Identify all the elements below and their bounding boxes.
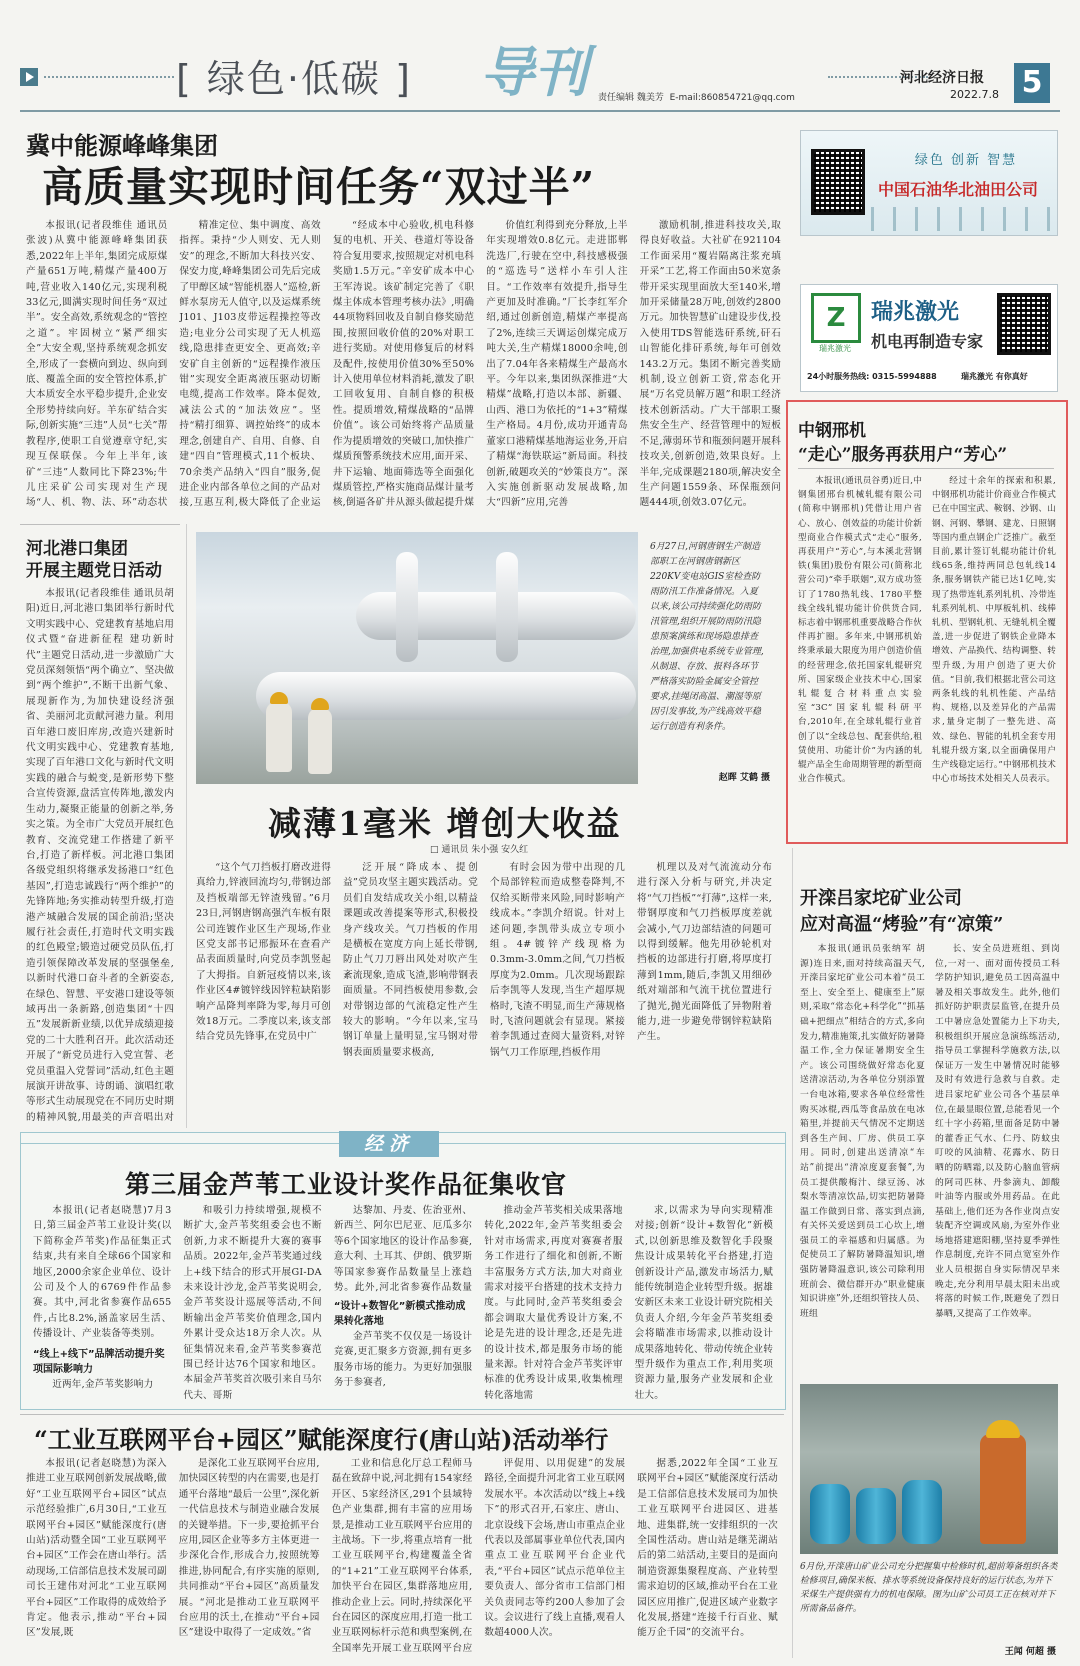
thin-byline: □ 通讯员 朱小强 安久红 [430,845,529,855]
internet-body [26,1456,778,1656]
page-number: 5 [1014,63,1050,103]
lead-col-1: 本报讯(记者段维佳 通讯员张波)从冀中能源峰峰集团获悉,2022年上半年,集团完成原煤产量651万吨,精煤产量400万吨,营业收入140亿元,实现利税33亿元,圆满实现时间任务“双过半”。安全高效,系统观念的“管控之道”。牢固树立“紧严细实全”大安全观,坚持系统观念抓安全,形成了一套横向到边、纵向到底、覆盖全面的安全管控体系,扩大本质安全水平稳步提升,企业安全形势持续向好。羊东矿结合实际,创新实施“三违”人员“七关”帮教程序,使职工自觉遵章守纪,实现互保联保。今年上半年,该矿“三违”人数同比下降23%;牛儿庄采矿公司实现对生产现场“人、机、物、法、环”动态状 [26,220,168,509]
masthead-dotted-line [44,76,174,78]
steel-col-2: 经过十余年的探索和积累,中钢邢机功能计价商业合作模式已在中国宝武、鞍钢、沙钢、山钢、河钢、攀钢、建龙、日照钢等国内重点钢企广泛推广。截至目前,累计签订轧辊功能计价轧线65条,维持两同总包轧线14条,服务钢铁产能已达1亿吨,实现了热带连轧系列轧机、冷带连轧系列轧机、中厚板轧机、线棒轧机、型钢轧机、无缝轧机全覆盖,进一步促进了钢铁企业降本增效、产品换代、结构调整、转型升级,为用户创造了更大价值。“目前,我们根据北营公司这两条轧线的轧机性能、产品结构、规格,以及差异化的产品需求,量身定制了一整先进、高效、绿色、智能的轧机全套专用轧辊升级方案,以全面确保用户生产线稳定运行。”中钢邢机技术中心市场技术处相关人员表示。 [932,476,1056,785]
section-title: [ 绿色·低碳 ] [176,57,412,101]
ad-ruizhao-laser [800,284,1058,392]
ruizhao-logo-caption: 瑞兆激光 [819,344,851,353]
port-body: 本报讯(记者段维佳 通讯员胡阳)近日,河北港口集团举行新时代文明实践中心、党建教育基地启用仪式暨“奋进新征程 建功新时代”主题党日活动,进一步激励广大党员深刻领悟“两个确立”、坚决做到“两个维护”,不断干出新气象、展现新作为,为加快建设经济强省、美丽河北贡献河港力量。利用百年港口废旧库房,改造兴建新时代文明实践中心、党建教育基地,实现了百年港口文化与新时代文明实践的融合与蜕变,是新形势下整合宣传资源,盘活宣传阵地,激发内生动力,凝聚正能量的创新之举,务实之策。为全市广大党员开展红色教育、交流党建工作搭建了新平台,打造了新样板。河北港口集团各级党组织将继承发扬港口“红色基因”,打造忠诚践行“两个维护”的先锋阵地;务实推动转型升级,打造港产城融合发展的国企前沿;坚决履行社会责任,打造时代文明实践的红色殿堂;锻造过硬党员队伍,打造引领保障改革发展的坚强堡垒,以新时代港口奋斗者的全新姿态,在绿色、智慧、平安港口建设等领域再出一条新路,创造集团“十四五”发展新新业绩,以优异成绩迎接党的二十大胜利召开。此次活动还开展了“新党员进行入党宣誓、老党员重温入党誓词”活动,红色主题展演开讲故事、诗朗诵、演唱红歌等形式生动展现党在不同历史时期的精神风貌,用最美的声音唱出对 [26,588,174,1123]
internet-top-rule [20,1414,784,1415]
hardhat-icon [311,698,329,710]
lead-col-4: 价值红利得到充分释放,上半年实现增效0.8亿元。走进邯郸洗选厂,行驶在空中,科技感极强的“巡选号”送样小车引人注目。“工作效率有效提升,指导生产更加及时准确。”厂长李红军介绍,通过创新创造,精煤产率提高了2%,连续三天调运创煤完成万吨大关,生产精煤18000余吨,创出了7.04年各来精煤生产最高水平。今年以来,集团纵深推进“大精煤”战略,打造以本部、新疆、山西、港口为依托的“1+3”精煤生产格局。4月份,成功开通青岛董家口港精煤基地海运业务,开启了精煤“海铁联运”新局面。科技创新,破题攻关的“妙策良方”。深入实施创新驱动发展战略,加大“四新”应用,完善 [486,220,628,509]
worker-figure [980,1434,1026,1544]
lead-col-5: 激励机制,推进科技攻关,取得良好收益。大社矿在921104工作面采用“覆岩隔离注浆充填开采”工艺,将工作面由50米宽条带开采实现里面放大至140米,增加开采储量28万吨,创效约2800万元。加快智慧矿山建设步伐,投入使用TDS智能选矸系统,矸石山智能化排矸系统,每年可创效143.2万元。集团不断完善奖励机制,设立创新工资,常态化开展“万名党员解万题”和职工经济技术创新活动。广大干部职工聚焦安全生产、经营管理中的短板不足,薄弱环节和瓶颈问题开展科技攻关,创新创造,效果良好。上半年,完成课题2180项,解决安全生产问题1559条、环保瓶颈问题444项,创效3.07亿元。 [639,220,782,509]
thin-body [196,860,772,1084]
laser-tagline: 瑞兆激光 有你真好 [961,372,1028,381]
logo-script: 导刊 [480,40,588,104]
steel-headline-1: 中钢邢机 [798,421,866,441]
economy-col-3: 达黎加、丹麦、佐治亚州、新西兰、阿尔巴尼亚、厄瓜多尔等6个国家地区的设计作品参赛,意大利、土耳其、伊朗、俄罗斯等国家参赛作品数量呈上涨趋势。此外,河北省参赛作品数量 “设计+数智化”新模式推动成果转化落地 金芦苇奖不仅仅是一场设计竞赛,更汇聚多方资源,拥有更多服务市场的能力。为更好加强服务于参赛者, [333,1205,473,1389]
hardhat-icon [986,1420,1020,1438]
steel-col-1: 本报讯(通讯员谷勇)近日,中钢集团邢台机械轧辊有限公司(简称中钢邢机)凭借让用户省心、放心、创效益的功能计价新型商业合作模式式“走心”服务,再获用户“芳心”,与本溪北营钢铁(集团)股份有限公司(简称北营公司)“牵手联姻”,双方成功签订了1780热轧线、1780平整线全线轧辊功能计价供货合同,标志着中钢邢机重要战略合作伙伴再扩圈。多年来,中钢邢机始终秉承最大限度为用户创造价值的经营理念,依托国家轧辊研究所、国家级企业技术中心,国家轧辊复合材料重点实验室“3C”国家轧辊科研平台,2010年,在全球轧辊行业首创了以“全线总包、配套供给,租赁使用、功能计价”为内涵的轧辊产品全生命周期管理的新型商业合作模式。 [798,476,922,785]
port-top-rule [20,524,180,525]
kailuan-body [800,942,1060,1384]
lead-kicker: 冀中能源峰峰集团 [26,131,218,160]
steel-body [798,474,1056,834]
oil-pumpjack-icon [871,207,1051,231]
internet-col-3: 工业和信息化厅总工程师马磊在致辞中说,河北拥有154家经开区、5家经济区,291个县域特色产业集群,拥有丰富的应用场景,是推动工业互联网平台应用的主战场。下一步,将重点培育一批工业互联网平台,构建覆盖全省的“1+21”工业互联网平台体系,加快平台在园区,集群落地应用,推动企业上云。同时,持续深化平台在园区的深度应用,打造一批工业互联网标杆示范和典型案例,在全国率先开展工业互联网平台应 [331,1458,473,1654]
port-headline-2: 开展主题党日活动 [26,561,162,581]
thin-headline: 减薄1毫米 增创大收益 [268,804,622,843]
masthead [0,0,1080,118]
photo1-caption: 6月27日,河钢唐钢生产制造部职工在河钢唐钢新区220KV变电站GIS室检查防雨防汛工作准备情况。入夏以来,该公司持续强化防雨防汛管理,组织开展防雨防汛隐患预案演练和现场隐患排查治理,加强供电系统专业管理,从制退、存放、报料各环节严格落实防险金属安全管控要求,挂绳闭高温、潮湿等原因引发事故,为产线高效平稳运行创造有利条件。 [650,542,764,732]
port-headline-1: 河北港口集团 [26,539,128,559]
thin-col-1: “这个气刀挡板打磨改进得真给力,锌液回流均匀,带钢边部及挡板端部无锌渣残留。”6月23日,河钢唐钢高强汽车板有限公司连镀作业区生产现场,作业区党支部书记邢振环在查看产品表面质量时,向党员李凯竖起了大拇指。自新冠疫情以来,该作业区4#镀锌线因锌粒缺陷影响产品降判率降为零,每月可创效18万元。二季度以来,该支部结合党员先锋事,在党员中广 [196,862,331,1043]
worker-figure [308,708,332,774]
substation-photo [196,532,638,784]
divider [792,848,793,1658]
oil-ad-name: 中国石油华北油田公司 [877,180,1038,199]
economy-col-4: 推动金芦苇奖相关成果落地转化,2022年,金芦苇奖组委会针对市场需求,再度对赛赛者服务工作进行了细化和创新,不断丰富服务方式方法,加大对商业需求对接平台搭建的技术支持力度。与此同时,金芦苇奖组委会都会调取大量优秀设计方案,不论是先进的设计理念,还是先进的设计技术,都是服务市场的能量来源。针对符合金芦苇奖评审标准的优秀设计成果,收集梳理转化落地需 [484,1205,623,1401]
lead-col-3: “经成本中心验收,机电科修复的电机、开关、巷道灯等设备符合复用要求,按照规定对机电科奖励1.5万元。”辛安矿成本中心王军涛说。该矿制定完善了《职煤主体成本管理考核办法》,明确44项物料回收及自制自修奖励范围,按照回收价值的20%对职工进行奖励。对使用修复后的材料及配件,按使用价值30%至50%计入使用单位材料消耗,激发了职工回收复用、自制自修的积极性。提质增效,精煤战略的“品牌价值”。该公司始终将产品质量作为提质增效的突破口,加快推广煤质预警系统技术应用,面开采、井下运输、地面筛选等全面强化煤质管控,严格实施商品煤计量考核,倒逼各矿井从源头做起提升煤 [332,220,475,509]
lead-body [26,218,781,512]
economy-sub-1: “线上+线下”品牌活动提升奖项国际影响力 [33,1349,165,1375]
issue-date: 2022.7.8 [950,88,999,101]
steel-headline-2: “走心”服务再获用户“芳心” [798,445,1008,465]
lead-col-2: 精准定位、集中调度、高效指挥。秉持“少人则安、无人则安”的理念,不断加大科技兴安、保安力度,峰峰集团公司先后完成了甲醇区域“智能机器人”巡检,新鲜水泵房无人值守,以及运煤系统J101、J103皮带远程操控等改造;电业分公司实现了无人机巡线,隐患排查更安全、更高效;辛安矿自主创新的“远程操作液压钳”实现安全距离液压驱动切断电缆,提高工作效率。降本促效,减法公式的“加法效应”。坚持“精打细算、调控始终”的成本理念,创建自产、自用、自修、自建“四自”管理模式,11个板块、70余类产品纳入“四自”服务,促进企业内部各单位之间的产品对接,互惠互利,极大降低了企业运 [179,220,321,509]
economy-col-2: 和吸引力持续增强,规模不断扩大,金芦苇奖组委会也不断创新,力求不断提升大赛的赛事品质。2022年,金芦苇奖通过线上+线下结合的形式开展GI-DA未来设计沙龙,金芦苇奖说明会,金芦苇奖设计巡展等活动,不间断输出金芦苇奖价值理念,国内外累计受众达18万余人次。从征集情况来看,金芦苇奖参赛范围已经计达76个国家和地区。本届金芦苇奖首次吸引来自马尔代夫、哥斯 [183,1205,322,1401]
economy-sub-2: “设计+数智化”新模式推动成果转化落地 [333,1301,466,1327]
play-icon [20,68,38,86]
internet-col-4: 评促用、以用促建”的发展路径,全面提升河北省工业互联网发展水平。本次活动以“线上+线下”的形式召开,石家庄、唐山、北京设线下会场,唐山市重点企业代表以及部属事业单位代表,国内重点工业互联网平台企业代表,“平台+园区”试点示范单位主要负责人、部分省市工信部门相关负责同志等约200人参加了会议。会议进行了线上直播,观看人数超4000人次。 [484,1458,626,1639]
steel-rule [798,468,1054,469]
worker-figure [266,702,292,772]
repair-parts-photo [800,1384,1058,1554]
laser-slogan: 机电再制造专家 [871,332,984,351]
ruizhao-logo-icon: Z [811,293,861,343]
economy-section [20,1132,786,1410]
laser-qr-code-icon [997,293,1051,355]
thin-col-2: 泛开展“降成本、提创益”党员攻坚主题实践活动。党员们自发结成攻关小组,以精益课题或改善提案等形式,积极投身产线攻关。气刀挡板的作用是横板在宽度方向上延长带钢,防止气刀刀唇出风处对吹产生紊流现象,造成飞渣,影响带钢表面质量。不同挡板使用参数,会对带钢边部的气流稳定性产生较大的影响。“今年以来,宝马钢订单量上量明显,宝马钢对带钢表面质量要求极高, [343,862,478,1058]
oil-ad-slogan: 绿色 创新 智慧 [914,153,1018,168]
photo2-caption: 6月份,开滦唐山矿业公司充分把握集中检修时机,超前筹备组织各类检修项目,确保米板、排水等系统设备保持良好的运行状态,为并下采煤生产提供强有力的机电保障。图为山矿公司员工正在核对并下所需备品备件。 [800,1562,1058,1614]
ad-huabei-oilfield [800,130,1058,236]
photo2-credit: 王闻 何超 摄 [1004,1647,1056,1657]
qr-code-icon [811,149,865,215]
lead-headline: 高质量实现时间任务“双过半” [42,163,596,211]
economy-col-1: 本报讯(记者赵晓慧)7月3日,第三届金芦苇工业设计奖(以下简称金芦苇奖)作品征集正式结束,共有来自全球66个国家和地区,2000余家企业单位、设计公司及个人的6769件作品参赛。其中,河北省参赛作品655件,占比8.2%,涵盖家居生活、传播设计、产业装备等类别。 “线上+线下”品牌活动提升奖项国际影响力 近两年,金芦苇奖影响力 [33,1205,172,1390]
photo1-credit: 赵晖 艾鹤 摄 [718,773,770,783]
thin-col-3: 有时会因为带中出现的几个局部锌粒而造成整卷降判,不仅给买断带来风险,同时影响产线成本。”李凯介绍说。针对上述问题,李凯带头成立专项小组。4#镀锌产线现格为0.3mm-3.0mm之间,气刀挡板厚度为2.0mm。几次现场跟踪后李凯等人发现,当生产超厚规格时,飞渣不明显,而生产薄规格时,飞渣问题就会有显现。紧接着李凯通过查阅大量资料,对锌锅气刀工作原理,挡板作用 [490,862,625,1058]
hardhat-icon [270,692,288,704]
kailuan-headline-1: 开滦吕家坨矿业公司 [800,888,962,909]
internet-headline: “工业互联网平台+园区”赋能深度行(唐山站)活动举行 [34,1425,609,1454]
thin-col-4: 机理以及对气流流动分布进行深入分析与研究,并决定将“气刀挡板”“打薄”,这样一来,带钢厚度和气刀挡板厚度差就会减小,气刀边部结渣的问题可以得到缓解。他先用砂轮机对挡板的边部进行打磨,将厚度打薄到1mm,随后,李凯又用细砂纸对端部和气流干扰位置进行了抛光,抛光面降低了异物附着能力,进一步避免带钢锌粒缺陷产生。 [637,862,772,1043]
divider [186,524,187,1128]
masthead-rule [20,110,1060,112]
internet-col-2: 是深化工业互联网平台应用,加快园区转型的内在需要,也是打通平台落地“最后一公里”,深化新一代信息技术与制造业融合发展的关键举措。下一步,要抢抓平台应用,园区企业等多方主体更进一步深化合作,形成合力,按照统筹推进,协同配合,有序实施的原则,共同推动“平台+园区”高质量发展。“河北是推动工业互联网平台应用的沃土,在推动“平台+园区”建设中取得了一定成效。”省 [178,1458,320,1639]
laser-brand: 瑞兆激光 [871,299,960,325]
economy-headline: 第三届金芦苇工业设计奖作品征集收官 [125,1170,568,1199]
kailuan-col-2: 长、安全员进班组、到岗位,一对一、面对面传授员工科学防护知识,避免员工因高温中暑及相关事故发生。此外,他们抓好防护职责层监管,在提升员工中暑应急处置能力上下功夫,积极组织开展应急演练练活动,指导员工掌握科学施救方法,以保证万一发生中暑情况时能够及时有效进行急救与自救。走进吕家坨矿业公司各个基层单位,在最显眼位置,总能看见一个红十字小药箱,里面备足防中暑的藿香正气水、仁丹、防蚊虫叮咬的风油精、花露水、防日晒的防晒霜,以及防心脑血管病的阿司匹林、丹参滴丸、卸酸叶油等内服或外用药品。在此基础上,他们还为各作业岗点安装配齐空调或风扇,为室外作业场地搭建遮阳棚,坚持夏季弹性作息制度,充许不同点宽室外作业人员根据自身实际情况早来晚走,充分利用早晨太阳未出或将落的时候工作,既避免了烈日暴晒,又提高了工作效率。 [935,944,1060,1319]
steel-box [786,400,1068,844]
internet-col-1: 本报讯(记者赵晓慧)为深入推进工业互联网创新发展战略,做好“工业互联网平台+园区”试点示范经验推广,6月30日,“工业互联网平台+园区”赋能深度行(唐山站)活动暨全国“工业互联网平台+园区”工作会在唐山举行。活动现场,工信部信息技术发展司副司长王建伟对河北“工业互联网平台+园区”工作取得的成效给予肯定。他表示,推动“平台+园区”发展,既 [26,1458,167,1639]
kailuan-headline-2: 应对高温“烤验”有“凉策” [800,914,1004,935]
internet-col-5: 据悉,2022年全国“工业互联网平台+园区”赋能深度行活动是工信部信息技术发展司为加快工业互联网平台进园区、进基地、进集群,统一安排组织的一次全国性活动。唐山站是继芜湖站后的第二站活动,主要目的是面向制造资源集聚程度高、产业转型需求迫切的区域,推动平台在工业园区应用推广,促进区域产业数字化发展,搭建“连接千行百业、赋能万企千园”的交流平台。 [637,1458,778,1639]
laser-hotline: 24小时服务热线: 0315-5994888 [807,372,937,381]
economy-body [33,1203,773,1403]
editor-line: 责任编辑 魏美芳 E-mail:860854721@qq.com [598,93,795,103]
paper-name: 河北经济日报 [900,70,984,86]
economy-banner: 经济 [339,1131,439,1157]
kailuan-col-1: 本报讯(通讯员张纳军 胡源)连日来,面对持续高温天气,开滦吕家坨矿业公司本着“员工至上、安全至上、健康至上”原则,采取“常态化+科学化”“抓基础+把细点”相结合的方式,多向发力,精准施策,扎实做好防暑降温工作,全力保证暑期安全生产。该公司围绕做好常态化夏送清凉活动,为各单位分别添置一台电冰箱,要求各单位经常性购买冰棍,西瓜等食品放在电冰箱里,并提前天气情况不定期送到各生产间、厂房、供员工享用。同时,创建出送清凉“车站”前提出“清凉度夏套餐”,为员工提供酸梅汁、绿豆汤、冰梨水等清凉饮品,切实把防暑降温工作做到日常、落实到点滴,有关怀关爱送到员工心坎上,增强员工的幸福感和归属感。为促使员工了解防暑降温知识,增强防暑降温意识,该公司除利用班前会、微信群开办“职业健康知识讲座”外,还组织管技人员、班组 [800,944,925,1319]
economy-col-5: 求,以需求为导向实现精准对接;创新“设计+数智化”新模式,以创新思维及数智化手段聚焦设计成果转化平台搭建,打造创新设计产品,激发市场活力,赋能传统制造企业转型升级。据雄安新区未来工业设计研究院相关负责人介绍,今年金芦苇奖组委会将瞄准市场需求,以推动设计成果落地转化、带动传统企业转型升级作为重点工作,利用奖项资源力量,服务产业发展和企业壮大。 [634,1205,774,1401]
